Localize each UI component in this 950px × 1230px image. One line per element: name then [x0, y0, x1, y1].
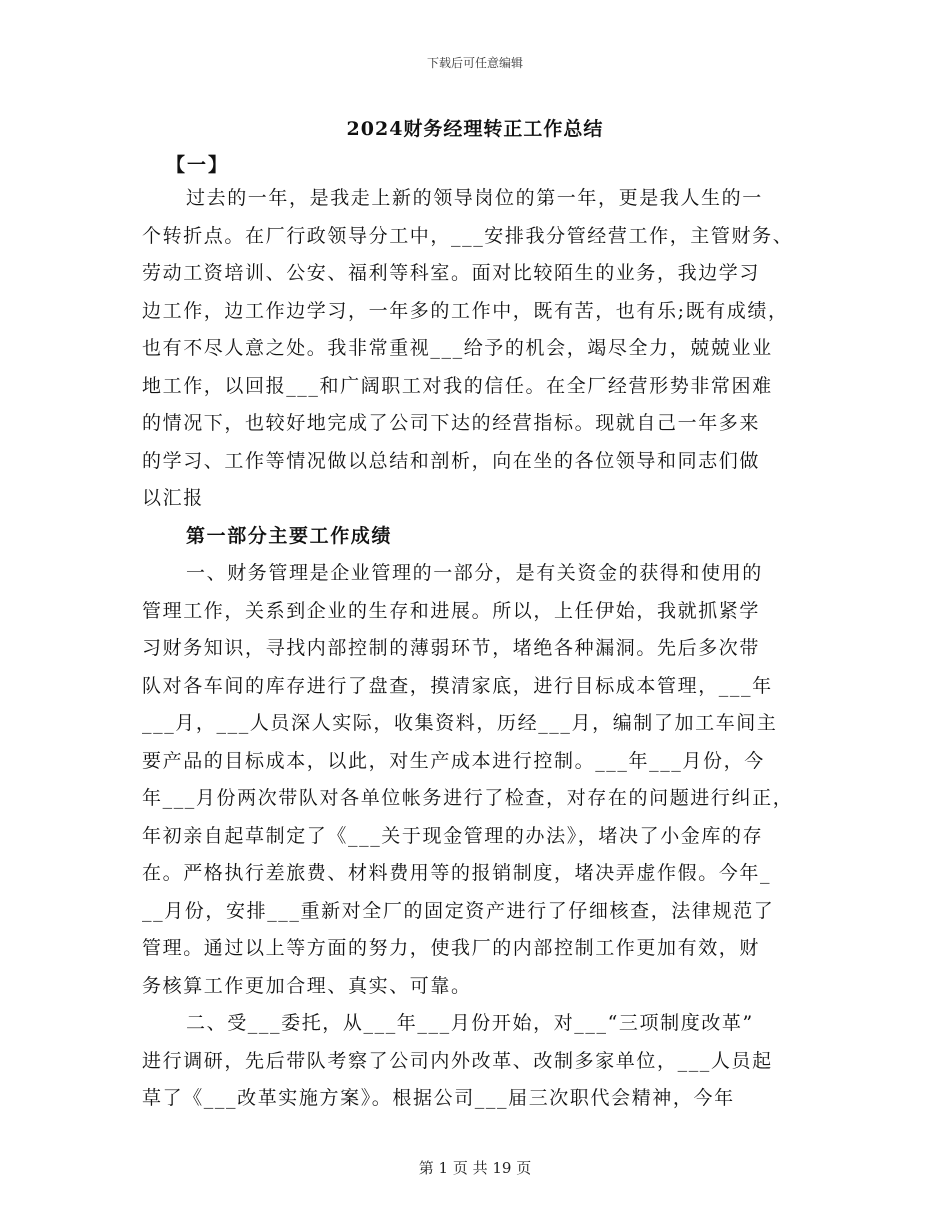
- body-text-line: ___月，___人员深人实际，收集资料，历经___月，编制了加工车间主: [142, 712, 778, 734]
- body-text-line: 务核算工作更加合理、真实、可靠。: [142, 974, 472, 997]
- body-text-line: 在。严格执行差旅费、材料费用等的报销制度，堵决弄虚作假。今年_: [142, 862, 772, 884]
- document-body: [142, 180, 832, 1118]
- body-text-line: 队对各车间的库存进行了盘查，摸清家底，进行目标成本管理，___年: [142, 674, 773, 697]
- body-text-line: 边工作，边工作边学习，一年多的工作中，既有苦，也有乐;既有成绩，: [142, 299, 789, 322]
- body-text-line: 进行调研，先后带队考察了公司内外改革、改制多家单位，___人员起: [142, 1049, 773, 1072]
- body-text-line: 一、财务管理是企业管理的一部分，是有关资金的获得和使用的: [186, 562, 763, 584]
- body-text-line: 管理工作，关系到企业的生存和进展。所以，上任伊始，我就抓紧学: [142, 599, 761, 622]
- body-text-line: 劳动工资培训、公安、福利等科室。面对比较陌生的业务，我边学习: [142, 262, 761, 284]
- body-text-line: 的情况下，也较好地完成了公司下达的经营指标。现就自己一年多来: [142, 412, 761, 434]
- body-text-line: 个转折点。在厂行政领导分工中，___安排我分管经营工作，主管财务、: [142, 224, 794, 247]
- body-text-line: 二、受___委托，从___年___月份开始，对___“三项制度改革”: [186, 1012, 754, 1034]
- body-text-line: 要产品的目标成本，以此，对生产成本进行控制。___年___月份，今: [142, 749, 765, 772]
- body-text-line: 的学习、工作等情况做以总结和剖析，向在坐的各位领导和同志们做: [142, 449, 761, 472]
- body-text-line: 地工作，以回报___和广阔职工对我的信任。在全厂经营形势非常困难: [142, 374, 773, 397]
- body-text-line: 管理。通过以上等方面的努力，使我厂的内部控制工作更加有效，财: [142, 937, 761, 959]
- page-footer: 第 1 页 共 19 页: [418, 1159, 532, 1177]
- body-text-line: 年___月份两次带队对各单位帐务进行了检查，对存在的问题进行纠正，: [142, 787, 794, 809]
- body-text-line: 草了《___改革实施方案》。根据公司___届三次职代会精神，今年: [142, 1087, 735, 1109]
- document-title: 2024财务经理转正工作总结: [346, 118, 604, 140]
- body-text-line: __月份，安排___重新对全厂的固定资产进行了仔细核查，法律规范了: [142, 899, 775, 922]
- body-text-line: 也有不尽人意之处。我非常重视___给予的机会，竭尽全力，兢兢业业: [142, 337, 773, 359]
- body-text-line: 以汇报: [142, 487, 204, 509]
- body-text-line: 过去的一年，是我走上新的领导岗位的第一年，更是我人生的一: [186, 187, 763, 209]
- body-text-line: 习财务知识，寻找内部控制的薄弱环节，堵绝各种漏洞。先后多次带: [142, 637, 761, 659]
- body-text-line: 年初亲自起草制定了《___关于现金管理的办法》，堵决了小金库的存: [142, 824, 764, 847]
- section-heading: 第一部分主要工作成绩: [186, 524, 393, 547]
- header-note: 下载后可任意编辑: [426, 56, 523, 70]
- section-tag: 【一】: [166, 154, 230, 176]
